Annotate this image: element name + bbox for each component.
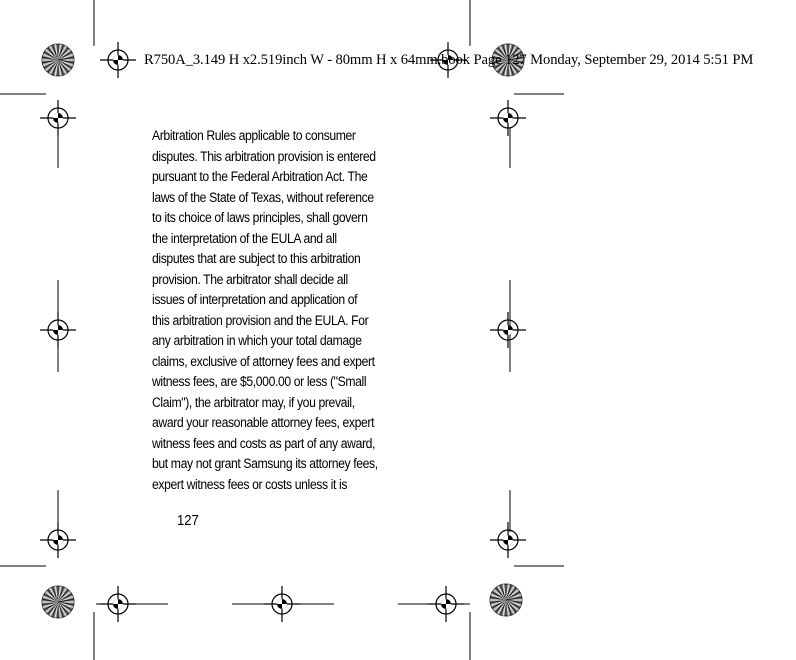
text-line: Claim"), the arbitrator may, if you prevail, <box>152 394 355 411</box>
print-slug-header: R750A_3.149 H x2.519inch W - 80mm H x 64mm.book Page 127 Monday, September 29, 2014 5:51 PM <box>144 52 754 68</box>
text-line: provision. The arbitrator shall decide all <box>152 271 348 288</box>
color-starburst-icon <box>490 584 522 616</box>
text-line: witness fees, are $5,000.00 or less ("Small <box>152 374 367 390</box>
registration-mark-icon <box>490 312 526 348</box>
registration-mark-icon <box>490 522 526 558</box>
text-line: the interpretation of the EULA and all <box>152 230 337 247</box>
color-starburst-icon <box>42 44 74 76</box>
text-line: award your reasonable attorney fees, expert <box>152 415 375 431</box>
registration-mark-icon <box>100 42 136 78</box>
text-line: disputes. This arbitration provision is entered <box>152 148 376 165</box>
registration-mark-icon <box>100 586 136 622</box>
text-line: any arbitration in which your total damage <box>152 333 362 349</box>
text-line: claims, exclusive of attorney fees and expert <box>152 353 375 370</box>
registration-mark-icon <box>40 312 76 348</box>
text-line: laws of the State of Texas, without reference <box>152 189 374 206</box>
text-line: pursuant to the Federal Arbitration Act. The <box>152 169 368 185</box>
eula-body-text <box>152 126 395 495</box>
page-number: 127 <box>177 513 199 529</box>
color-starburst-icon <box>42 586 74 618</box>
registration-mark-icon <box>428 586 464 622</box>
text-line: issues of interpretation and application of <box>152 292 358 308</box>
text-line: this arbitration provision and the EULA. For <box>152 312 369 329</box>
text-line: disputes that are subject to this arbitration <box>152 251 361 267</box>
text-line: but may not grant Samsung its attorney fees, <box>152 456 378 472</box>
registration-mark-icon <box>40 522 76 558</box>
text-line: Arbitration Rules applicable to consumer <box>152 128 356 144</box>
text-line: witness fees and costs as part of any award, <box>152 435 376 452</box>
text-line: to its choice of laws principles, shall govern <box>152 210 368 226</box>
registration-mark-icon <box>40 100 76 136</box>
text-line: expert witness fees or costs unless it is <box>152 476 348 493</box>
registration-mark-icon <box>264 586 300 622</box>
registration-mark-icon <box>490 100 526 136</box>
